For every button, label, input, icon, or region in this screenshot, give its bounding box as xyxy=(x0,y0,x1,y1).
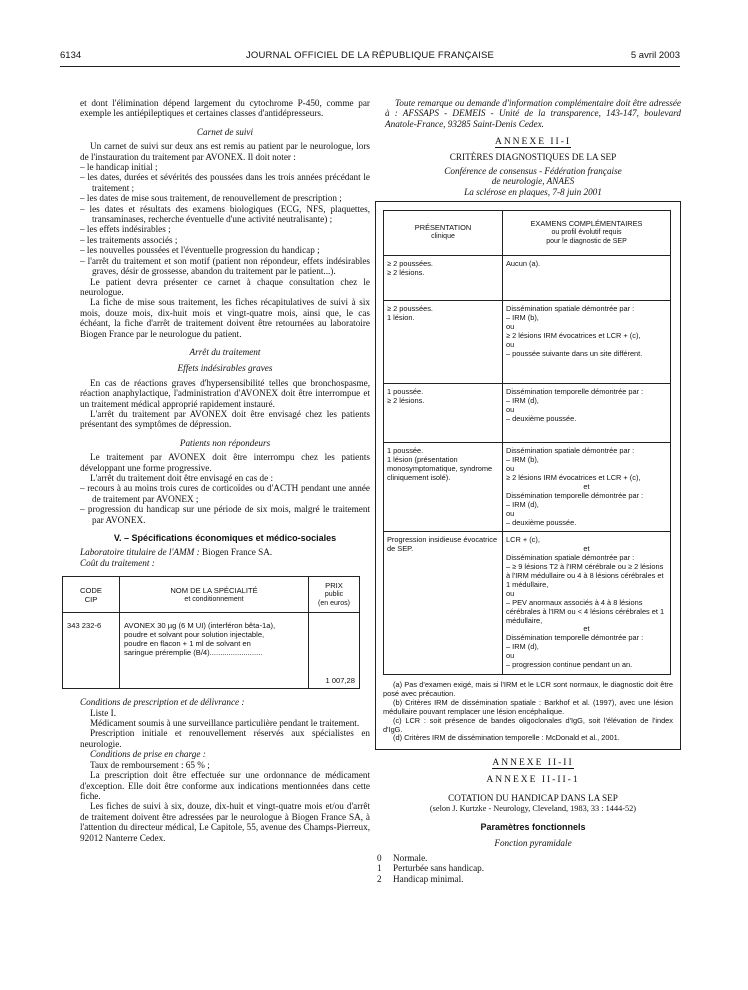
cell-code: 343 232-6 xyxy=(63,613,120,689)
cell-prix: 1 007,28 xyxy=(309,613,360,689)
annexe-title-3: ANNEXE II-II-1 xyxy=(486,774,580,785)
params-title: Paramètres fonctionnels xyxy=(480,821,586,832)
table-header-row xyxy=(63,577,360,613)
note-b: (b) Critères IRM de dissémination spatiale : Barkhof et al. (1997), avec une lésion médullaire pouvant remplacer une lésion encéphalique. xyxy=(383,697,673,716)
prise-title: Conditions de prise en charge : xyxy=(90,749,206,760)
page-header xyxy=(60,50,680,66)
list-item: 0 Normale. xyxy=(377,852,428,863)
arret-title: Arrêt du traitement xyxy=(189,346,261,357)
criteria-box xyxy=(375,201,681,750)
list-item: – les dates de mise sous traitement, de renouvellement de prescription ; xyxy=(80,193,342,204)
effets-paragraph: En cas de réactions graves d'hypersensibilité telles que bronchospasme, réaction anaphylactique, l'administration d'AVONEX doit être interrompue et un traitement médical approprié rapidement instauré. xyxy=(80,377,370,409)
list-item: – progression du handicap sur une période de six mois, malgré le traitement par AVONEX. xyxy=(80,504,370,525)
list-item: – les traitements associés ; xyxy=(80,234,178,245)
right-column xyxy=(377,98,681,884)
cotation-title: COTATION DU HANDICAP DANS LA SEP xyxy=(448,793,618,804)
criteria-notes xyxy=(376,675,680,749)
col-presentation: PRÉSENTATION clinique xyxy=(384,211,503,256)
fonction-title: Fonction pyramidale xyxy=(494,838,572,849)
carnet-paragraph: Un carnet de suivi sur deux ans est remis au patient par le neurologue, lors de l'instauration du traitement par AVONEX. Il doit noter : xyxy=(80,141,370,162)
nonrep-paragraph: Le traitement par AVONEX doit être interrompu chez les patients développant une forme progressive. xyxy=(80,452,370,473)
list-item: – les effets indésirables ; xyxy=(80,224,171,235)
table-row: ≥ 2 poussées. ≥ 2 lésions. Aucun (a). xyxy=(384,256,671,301)
paragraph-intro: et dont l'élimination dépend largement du cytochrome P-450, comme par exemple les antiépileptiques et certaines classes d'antidépresseurs. xyxy=(80,98,370,119)
cond-title: Conditions de prescription et de délivrance : xyxy=(80,697,245,708)
list-item: – les dates et résultats des examens biologiques (ECG, NFS, plaquettes, transaminases, recherche éventuelle d'une activité neutralisante) ; xyxy=(80,203,370,225)
page-number: 6134 xyxy=(60,50,82,61)
col-nom: NOM DE LA SPÉCIALITÉ et conditionnement xyxy=(120,577,309,613)
effets-paragraph-2: L'arrêt du traitement par AVONEX doit être envisagé chez les patients présentant des symptômes de dépression. xyxy=(80,408,370,430)
criteria-table xyxy=(383,210,671,675)
note-c: (c) LCR : soit présence de bandes oligoclonales d'IgG, soit l'élévation de l'index d'IgG. xyxy=(383,715,673,734)
liste-line: Liste I. xyxy=(90,707,117,718)
nonrep-paragraph-2: L'arrêt du traitement doit être envisagé en cas de : xyxy=(90,473,274,483)
header-rule xyxy=(60,66,680,67)
labo-line xyxy=(80,547,370,557)
labo-value: Biogen France SA. xyxy=(199,547,273,558)
remarque-paragraph: Toute remarque ou demande d'information complémentaire doit être adressée à : AFSSAPS - DEMEIS - Unité de la transparence, 143-147, boulevard Anatole-France, 93285 Saint-Denis Cedex. xyxy=(385,98,681,129)
carnet-list xyxy=(80,162,370,276)
conference-line-3: La sclérose en plaques, 7-8 juin 2001 xyxy=(464,186,602,197)
annexe-title-1: ANNEXE II-I xyxy=(494,137,572,148)
col-code: CODE CIP xyxy=(63,577,120,613)
list-item: – les nouvelles poussées et l'éventuelle progression du handicap ; xyxy=(80,245,320,256)
conference-line-2: de neurologie, ANAES xyxy=(491,176,575,187)
note-d: (d) Critères IRM de dissémination temporelle : McDonald et al., 2001. xyxy=(393,733,620,743)
cotation-reference: (selon J. Kurtzke - Neurology, Cleveland, 1983, 33 : 1444-52) xyxy=(429,803,637,813)
prise-paragraph-2: Les fiches de suivi à six, douze, dix-huit et vingt-quatre mois et/ou d'arrêt de traitement doivent être adressées par le neurologue à Biogen France SA, à l'attention du directeur médical, Le Capitole, 55, avenue des Champs-Pierreux, 92012 Nanterre Cedex. xyxy=(80,801,370,843)
table-row: Progression insidieuse évocatrice de SEP. LCR + (c), et Dissémination spatiale démontrée par : – ≥ 9 lésions T2 à l'IRM cérébrale ou ≥ 2 lésions à l'IRM médullaire ou 4 à 8 lésions cérébrales et 1 médullaire, ou – PEV anormaux associés à 4 à 8 lésions cérébrales à l'IRM ou < 4 lésions cérébrales et 1 médullaire, et Dissémination temporelle démontrée par : – IRM (d), ou – progression continue pendant un an. xyxy=(384,532,671,675)
list-item: 1 Perturbée sans handicap. xyxy=(377,863,485,874)
issue-date: 5 avril 2003 xyxy=(630,50,680,61)
carnet-paragraph-3: La fiche de mise sous traitement, les fiches récapitulatives de suivi à six mois, douze mois, dix-huit mois et vingt-quatre mois, ainsi que, le cas échéant, la fiche d'arrêt de traitement doivent être retournées au laboratoire Biogen France par le neurologue du patient. xyxy=(80,297,370,339)
col-prix: PRIX public (en euros) xyxy=(309,577,360,613)
criteres-title: CRITÈRES DIAGNOSTIQUES DE LA SEP xyxy=(449,151,617,162)
table-row: 1 poussée. ≥ 2 lésions. Dissémination temporelle démontrée par : – IRM (d), ou – deuxième poussée. xyxy=(384,384,671,443)
conference-line-1: Conférence de consensus - Fédération française xyxy=(444,166,622,177)
list-item: – les dates, durées et sévérités des poussées dans les trois années précédant le traitement ; xyxy=(80,172,370,193)
nonrep-title: Patients non répondeurs xyxy=(179,437,271,448)
table-row: 1 poussée. 1 lésion (présentation monosymptomatique, syndrome cliniquement isolé). Dissémination spatiale démontrée par : – IRM (b), ou ≥ 2 lésions IRM évocatrices et LCR + (c), et Dissémination temporelle démontrée par : – IRM (d), ou – deuxième poussée. xyxy=(384,443,671,532)
section-v-title: V. – Spécifications économiques et médico-sociales xyxy=(113,533,337,544)
labo-label: Laboratoire titulaire de l'AMM : xyxy=(80,547,200,558)
prise-paragraph: La prescription doit être effectuée sur une ordonnance de médicament d'exception. Elle doit être conforme aux indications mentionnées dans cette fiche. xyxy=(80,770,370,801)
carnet-title: Carnet de suivi xyxy=(196,126,254,137)
table-row: ≥ 2 poussées. 1 lésion. Dissémination spatiale démontrée par : – IRM (b), ou ≥ 2 lésions IRM évocatrices et LCR + (c), ou – poussée suivante dans un site différent. xyxy=(384,301,671,384)
table-header-row xyxy=(384,211,671,256)
cout-label: Coût du traitement : xyxy=(80,557,155,568)
carnet-paragraph-2: Le patient devra présenter ce carnet à chaque consultation chez le neurologue. xyxy=(80,276,370,297)
cond-paragraph: Médicament soumis à une surveillance particulière pendant le traitement. xyxy=(90,718,360,729)
list-item: – recours à au moins trois cures de corticoïdes ou d'ACTH pendant une année de traitement par AVONEX ; xyxy=(80,483,370,504)
price-table xyxy=(62,576,360,689)
cell-nom: AVONEX 30 µg (6 M UI) (interféron bêta-1a), poudre et solvant pour solution injectable, poudre en flacon + 1 ml de solvant en saringue préremplie (B/4)......................... xyxy=(120,613,309,689)
journal-title: JOURNAL OFFICIEL DE LA RÉPUBLIQUE FRANÇAISE xyxy=(245,50,495,61)
table-row xyxy=(63,613,360,689)
grades-list xyxy=(377,853,681,884)
note-a: (a) Pas d'examen exigé, mais si l'IRM et le LCR sont normaux, le diagnostic doit être posé avec précaution. xyxy=(383,680,673,698)
effets-title: Effets indésirables graves xyxy=(177,363,273,374)
annexe-title-2: ANNEXE II-II xyxy=(492,758,574,769)
cond-paragraph-2: Prescription initiale et renouvellement réservés aux spécialistes en neurologie. xyxy=(80,728,370,749)
list-item: – l'arrêt du traitement et son motif (patient non répondeur, effets indésirables graves, désir de grossesse, abandon du traitement par le patient...). xyxy=(80,255,370,277)
col-examens: EXAMENS COMPLÉMENTAIRES ou profil évolutif requis pour le diagnostic de SEP xyxy=(503,211,671,256)
taux-line: Taux de remboursement : 65 % ; xyxy=(90,759,210,770)
left-column xyxy=(67,98,370,843)
list-item: – le handicap initial ; xyxy=(80,162,158,173)
list-item: 2 Handicap minimal. xyxy=(377,873,464,884)
